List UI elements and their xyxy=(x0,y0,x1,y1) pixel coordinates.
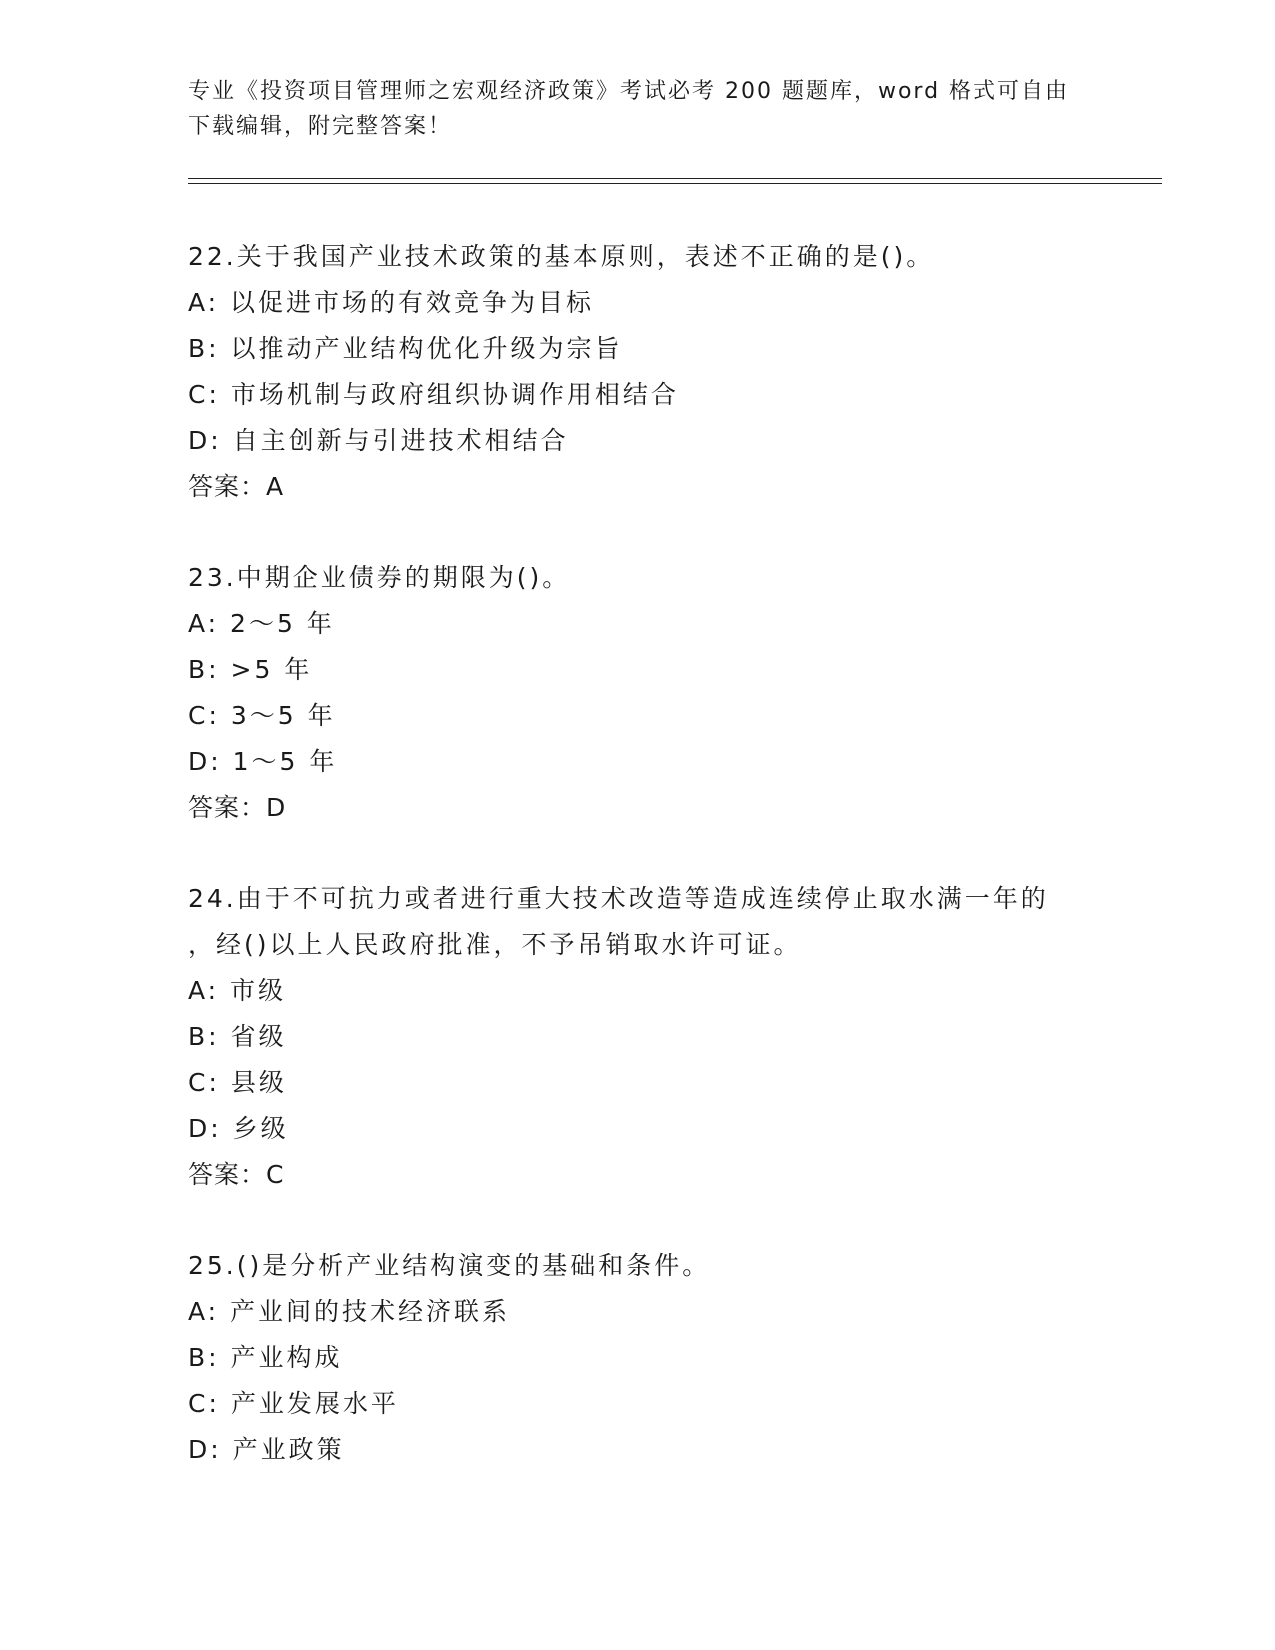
option-c: C: 3～5 年 xyxy=(188,701,336,730)
answer-line: 答案：D xyxy=(188,793,287,822)
question-list xyxy=(188,234,1148,1518)
option-a: A: 以促进市场的有效竞争为目标 xyxy=(188,288,595,317)
option-c: C: 市场机制与政府组织协调作用相结合 xyxy=(188,380,679,409)
question-stem-line-1: 24.由于不可抗力或者进行重大技术改造等造成连续停止取水满一年的 xyxy=(188,884,1049,913)
question-stem: 25.()是分析产业结构演变的基础和条件。 xyxy=(188,1251,711,1280)
document-header xyxy=(188,74,1088,144)
option-a: A: 2～5 年 xyxy=(188,609,335,638)
answer-line: 答案：C xyxy=(188,1160,285,1189)
option-a: A: 产业间的技术经济联系 xyxy=(188,1297,511,1326)
option-d: D: 乡级 xyxy=(188,1114,289,1143)
question-25 xyxy=(188,1243,1148,1473)
header-divider-bottom xyxy=(188,183,1162,184)
option-b: B: 产业构成 xyxy=(188,1343,343,1372)
header-divider-top xyxy=(188,178,1162,179)
header-line-1: 专业《投资项目管理师之宏观经济政策》考试必考 200 题题库，word 格式可自由 xyxy=(188,79,1070,104)
option-a: A: 市级 xyxy=(188,976,287,1005)
question-stem: 23.中期企业债券的期限为()。 xyxy=(188,563,571,592)
question-22 xyxy=(188,234,1148,510)
option-c: C: 县级 xyxy=(188,1068,287,1097)
question-24 xyxy=(188,876,1148,1198)
option-d: D: 产业政策 xyxy=(188,1435,345,1464)
question-23 xyxy=(188,555,1148,831)
option-b: B: >5 年 xyxy=(188,655,313,684)
question-stem: 22.关于我国产业技术政策的基本原则，表述不正确的是()。 xyxy=(188,242,935,271)
answer-line: 答案：A xyxy=(188,472,285,501)
header-line-2: 下载编辑，附完整答案！ xyxy=(188,114,453,139)
question-stem-line-2: ，经()以上人民政府批准，不予吊销取水许可证。 xyxy=(188,930,802,959)
option-b: B: 以推动产业结构优化升级为宗旨 xyxy=(188,334,623,363)
option-d: D: 1～5 年 xyxy=(188,747,338,776)
option-c: C: 产业发展水平 xyxy=(188,1389,399,1418)
option-d: D: 自主创新与引进技术相结合 xyxy=(188,426,569,455)
option-b: B: 省级 xyxy=(188,1022,287,1051)
